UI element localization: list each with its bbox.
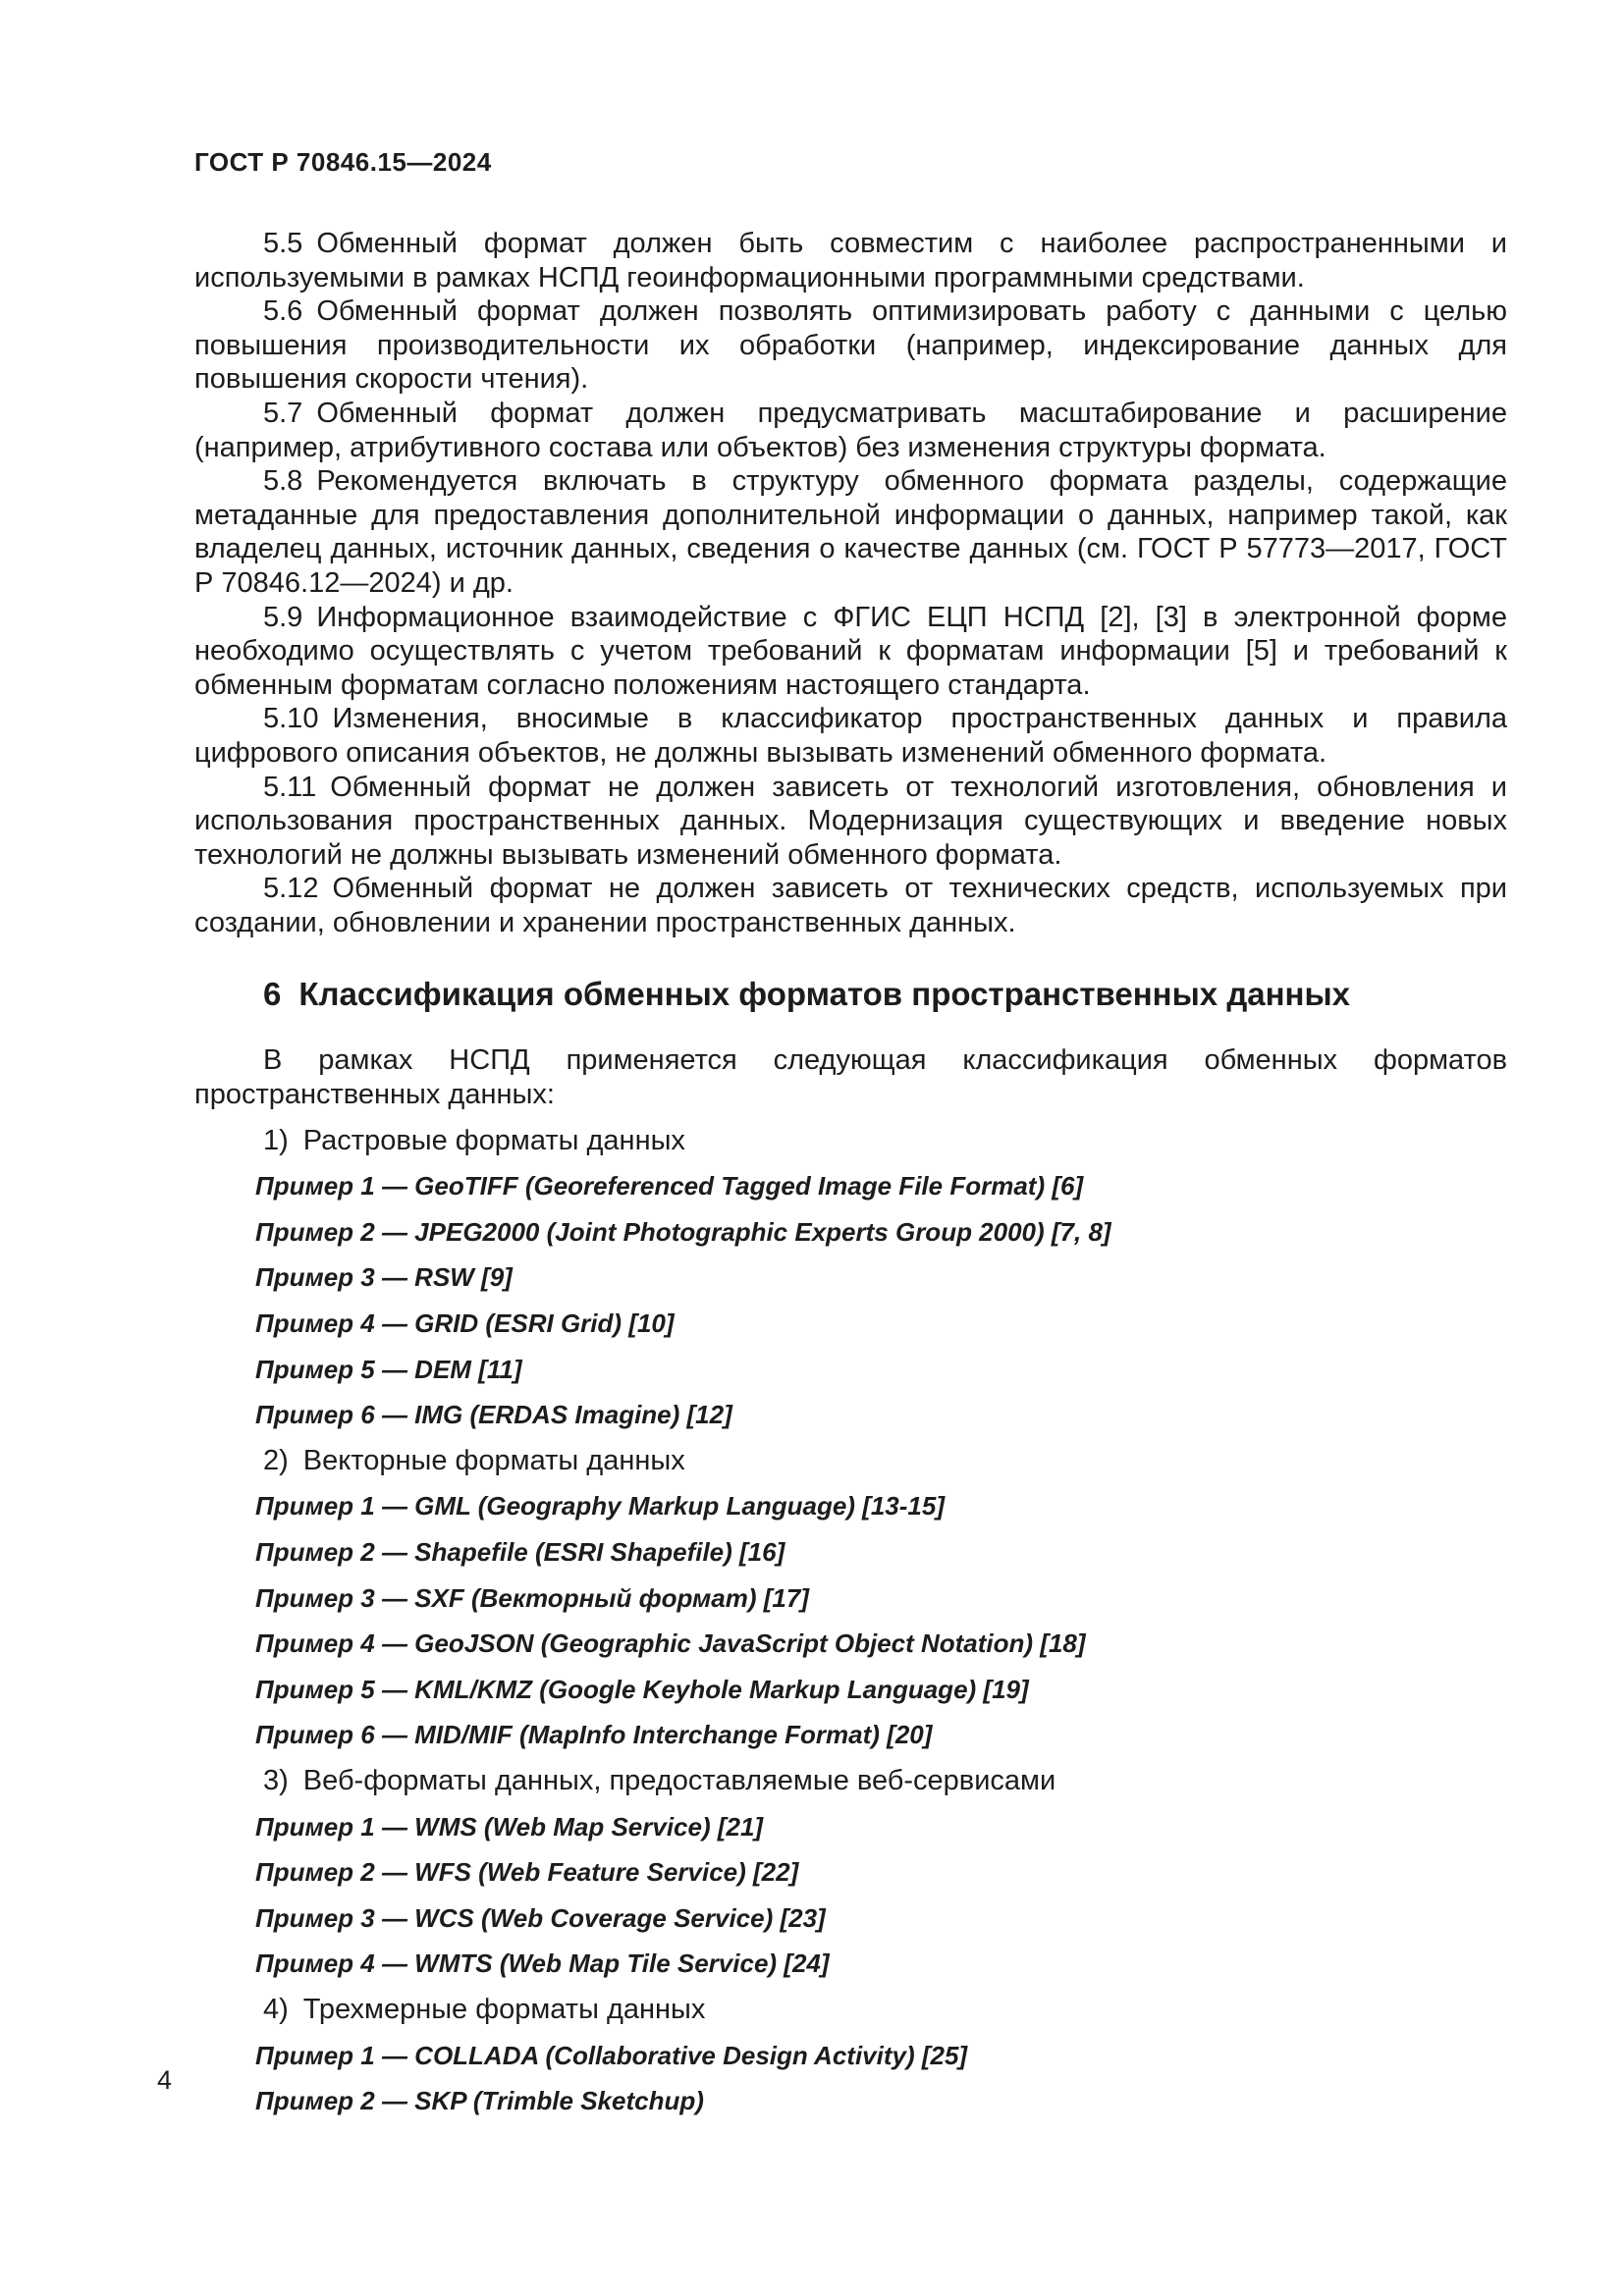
example-item: Пример 2 — JPEG2000 (Joint Photographic Experts Group 2000) [7, 8] bbox=[255, 1216, 1111, 1247]
paragraph-number: 5.11 bbox=[263, 771, 317, 803]
example-item: Пример 3 — WCS (Web Coverage Service) [23] bbox=[255, 1902, 826, 1933]
group-number: 4) bbox=[263, 1993, 289, 2025]
paragraph-number: 5.5 bbox=[263, 228, 303, 259]
example-item: Пример 4 — GRID (ESRI Grid) [10] bbox=[255, 1308, 675, 1339]
section-number: 6 bbox=[263, 976, 282, 1013]
paragraph-number: 5.8 bbox=[263, 465, 303, 498]
paragraph-5-10 bbox=[194, 702, 1507, 770]
example-item: Пример 2 — WFS (Web Feature Service) [22] bbox=[255, 1857, 799, 1888]
paragraph-number: 5.10 bbox=[263, 703, 319, 735]
group-label-text: Векторные форматы данных bbox=[302, 1444, 685, 1476]
group-number: 3) bbox=[263, 1764, 289, 1796]
page-content bbox=[194, 227, 1507, 2118]
paragraph-5-9 bbox=[194, 601, 1507, 703]
example-item: Пример 1 — COLLADA (Collaborative Design Activity) [25] bbox=[255, 2040, 968, 2070]
running-header: ГОСТ Р 70846.15—2024 bbox=[194, 147, 492, 177]
group-label-text: Трехмерные форматы данных bbox=[302, 1993, 706, 2025]
paragraph-5-8 bbox=[194, 464, 1507, 600]
example-item: Пример 4 — WMTS (Web Map Tile Service) [24] bbox=[255, 1949, 830, 1979]
format-group-label-web bbox=[194, 1764, 1507, 1798]
example-item: Пример 4 — GeoJSON (Geographic JavaScript Object Notation) [18] bbox=[255, 1629, 1086, 1659]
paragraph-text: Обменный формат не должен зависеть от технологий изготовления, обновления и использования пространственных данных. Модернизация существующих и введение новых технологий не должны вызывать изменений обменного формата. bbox=[194, 771, 1507, 871]
paragraph-number: 5.12 bbox=[263, 873, 319, 905]
group-label-text: Растровые форматы данных bbox=[302, 1124, 685, 1156]
paragraph-number: 5.9 bbox=[263, 601, 303, 633]
paragraph-5-7 bbox=[194, 397, 1507, 464]
group-number: 1) bbox=[263, 1124, 289, 1156]
format-group-label-raster bbox=[194, 1124, 1507, 1158]
format-group-label-vector bbox=[194, 1444, 1507, 1478]
page-number: 4 bbox=[157, 2065, 173, 2095]
section-6-heading bbox=[194, 975, 1507, 1014]
paragraph-text: Обменный формат должен предусматривать масштабирование и расширение (например, атрибутивного состава или объектов) без изменения структуры формата. bbox=[194, 397, 1507, 463]
paragraph-5-6 bbox=[194, 294, 1507, 397]
paragraph-text: Информационное взаимодействие с ФГИС ЕЦП НСПД [2], [3] в электронной форме необходимо осуществлять с учетом требований к форматам информации [5] и требований к обменным форматам согласно положениям настоящего стандарта. bbox=[194, 601, 1507, 701]
group-label-text: Веб-форматы данных, предоставляемые веб-сервисами bbox=[302, 1764, 1056, 1796]
example-item: Пример 5 — KML/KMZ (Google Keyhole Markup Language) [19] bbox=[255, 1674, 1029, 1704]
example-item: Пример 6 — IMG (ERDAS Imagine) [12] bbox=[255, 1400, 732, 1430]
paragraph-5-11 bbox=[194, 771, 1507, 873]
format-group-label-3d bbox=[194, 1993, 1507, 2027]
example-item: Пример 1 — GML (Geography Markup Language) [13-15] bbox=[255, 1491, 945, 1522]
example-item: Пример 1 — GeoTIFF (Georeferenced Tagged Image File Format) [6] bbox=[255, 1171, 1084, 1201]
paragraph-number: 5.7 bbox=[263, 397, 303, 429]
paragraph-text: Изменения, вносимые в классификатор пространственных данных и правила цифрового описания объектов, не должны вызывать изменений обменного формата. bbox=[194, 703, 1507, 769]
paragraph-5-5 bbox=[194, 227, 1507, 294]
example-item: Пример 2 — SKP (Trimble Sketchup) bbox=[255, 2086, 704, 2116]
paragraph-text: Обменный формат должен быть совместим с наиболее распространенными и используемыми в рамках НСПД геоинформационными программными средствами. bbox=[194, 228, 1507, 294]
paragraph-text: Обменный формат должен позволять оптимизировать работу с данными с целью повышения производительности их обработки (например, индексирование данных для повышения скорости чтения). bbox=[194, 295, 1507, 396]
example-item: Пример 5 — DEM [11] bbox=[255, 1354, 522, 1384]
example-item: Пример 6 — MID/MIF (MapInfo Interchange Format) [20] bbox=[255, 1720, 933, 1750]
example-item: Пример 3 — SXF (Векторный формат) [17] bbox=[255, 1582, 809, 1613]
example-item: Пример 1 — WMS (Web Map Service) [21] bbox=[255, 1811, 764, 1842]
section-6-intro: В рамках НСПД применяется следующая классификация обменных форматов пространственных данных: bbox=[194, 1044, 1507, 1111]
paragraph-text: Рекомендуется включать в структуру обменного формата разделы, содержащие метаданные для предоставления дополнительной информации о данных, например такой, как владелец данных, источник данных, сведения о качестве данных (см. ГОСТ Р 57773—2017, ГОСТ Р 70846.12—2024) и др. bbox=[194, 465, 1507, 599]
paragraph-text: Обменный формат не должен зависеть от технических средств, используемых при создании, обновлении и хранении пространственных данных. bbox=[194, 873, 1507, 938]
paragraph-5-12 bbox=[194, 872, 1507, 939]
group-number: 2) bbox=[263, 1444, 289, 1476]
paragraph-number: 5.6 bbox=[263, 295, 303, 328]
example-item: Пример 2 — Shapefile (ESRI Shapefile) [16] bbox=[255, 1537, 785, 1567]
section-title: Классификация обменных форматов пространственных данных bbox=[298, 976, 1351, 1013]
example-item: Пример 3 — RSW [9] bbox=[255, 1262, 513, 1293]
